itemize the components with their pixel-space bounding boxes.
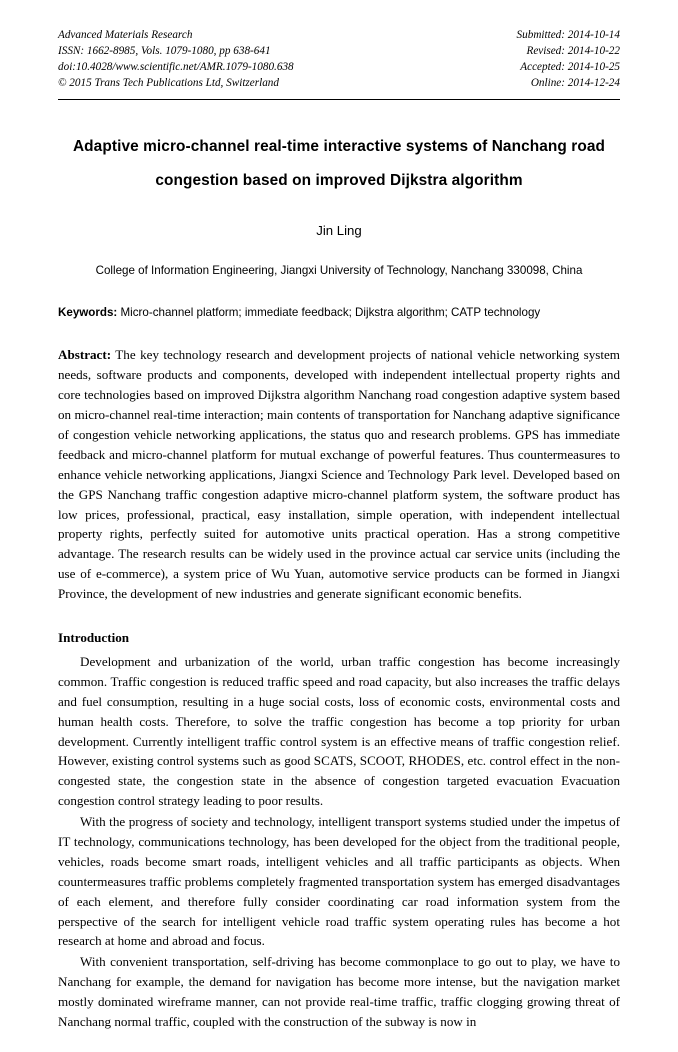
header-divider bbox=[58, 99, 620, 100]
affiliation: College of Information Engineering, Jiangxi University of Technology, Nanchang 330098, China bbox=[95, 264, 583, 278]
intro-paragraph-3: With convenient transportation, self-driving has become commonplace to go out to play, we have to Nanchang for example, the demand for navigation has become more intense, but the navigation market mostly dominated wireframe manner, can not provide real-time traffic, traffic clogging growing threat of Nanchang normal traffic, coupled with the construction of the subway is now in bbox=[58, 954, 620, 1030]
abstract-text: The key technology research and development projects of national vehicle networking system needs, software products and components, developed with independent intellectual property rights and core technologies based on improved Dijkstra algorithm Nanchang road congestion adaptive system based on micro-channel real-time interaction; main contents of transportation for Nanchang adaptive significance of congestion vehicle networking applications, the status quo and research problems. GPS has immediate feedback and micro-channel platform for mutual exchange of powerful features. Thus countermeasures to enhance vehicle networking applications, Jiangxi Science and Technology Park level. Developed based on the GPS Nanchang traffic congestion adaptive micro-channel platform system, the software product has low prices, professional, practical, easy installation, simple operation, with independent intellectual property rights, perfectly suited for automotive units practical operation. Has a strong competitive advantage. The research results can be widely used in the province actual car service units (including the use of e-commerce), a system price of Wu Yuan, automotive service products can be formed in Jiangxi Province, the development of new industries and generate significant economic benefits. bbox=[58, 347, 620, 602]
intro-paragraph-2: With the progress of society and technology, intelligent transport systems studied under the impetus of IT technology, communications technology, has been developed for the object from the traditional people, vehicles, roads become smart roads, intelligent vehicles and all traffic participants as objects. When countermeasures traffic problems completely fragmented transportation system has emerged disadvantages of each element, and therefore fully consider coordinating car road information system from the perspective of the search for intelligent vehicle road traffic system operating rules has become a hot research at home and abroad and focus. bbox=[58, 814, 620, 949]
journal-doi: doi:10.4028/www.scientific.net/AMR.1079-1080.638 bbox=[58, 60, 294, 73]
keywords-line bbox=[58, 306, 620, 319]
journal-header-right bbox=[517, 28, 620, 92]
abstract-label: Abstract: bbox=[58, 347, 112, 363]
revised-date: Revised: 2014-10-22 bbox=[526, 44, 620, 57]
journal-name: Advanced Materials Research bbox=[58, 29, 193, 41]
author-list: Jin Ling bbox=[316, 223, 362, 239]
keywords-label: Keywords: bbox=[58, 306, 118, 320]
submitted-date: Submitted: 2014-10-14 bbox=[516, 29, 620, 41]
abstract-block bbox=[58, 345, 620, 604]
journal-issn-volume: ISSN: 1662-8985, Vols. 1079-1080, pp 638-641 bbox=[58, 44, 271, 57]
section-heading-introduction: Introduction bbox=[58, 629, 130, 645]
page-title bbox=[58, 130, 620, 198]
title-line-2: congestion based on improved Dijkstra algorithm bbox=[155, 171, 523, 189]
keywords-text: Micro-channel platform; immediate feedback; Dijkstra algorithm; CATP technology bbox=[117, 306, 541, 320]
journal-header bbox=[58, 28, 620, 92]
journal-copyright: © 2015 Trans Tech Publications Ltd, Switzerland bbox=[58, 76, 279, 89]
journal-header-left bbox=[58, 28, 294, 92]
title-line-1: Adaptive micro-channel real-time interactive systems of Nanchang road bbox=[72, 137, 606, 155]
accepted-date: Accepted: 2014-10-25 bbox=[520, 60, 620, 73]
intro-paragraph-1: Development and urbanization of the world, urban traffic congestion has become increasingly common. Traffic congestion is reduced traffic speed and road capacity, but also increases the traffic delays and fuel consumption, resulting in a huge social costs, loss of economic costs, environmental costs and human health costs. Therefore, to solve the traffic congestion has become a top priority for urban development. Currently intelligent traffic control system is an effective means of traffic congestion relief. However, existing control systems such as good SCATS, SCOOT, RHODES, etc. control effect in the non-congested state, the congestion state in the absence of congestion targeted evacuation Evacuation congestion control strategy leading to poor results. bbox=[58, 653, 620, 809]
online-date: Online: 2014-12-24 bbox=[530, 76, 620, 89]
